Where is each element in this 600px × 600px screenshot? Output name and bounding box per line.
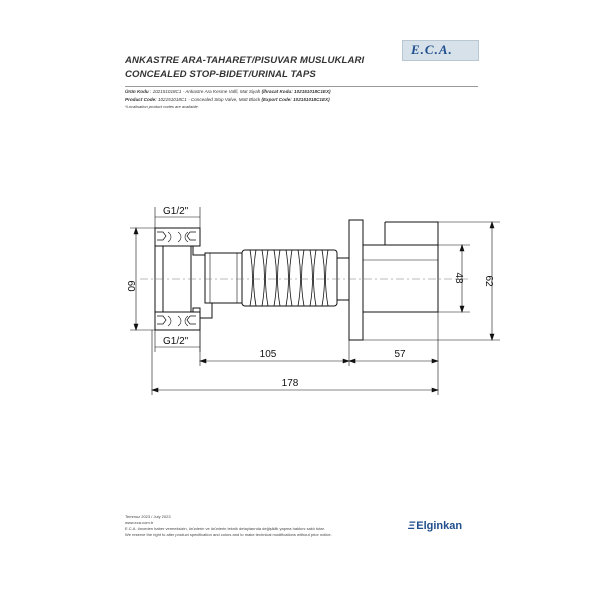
footer-note-en: We reserve the right to alter product specification and colors and to make technical modifications without prior notice.	[125, 532, 332, 537]
localisation-note: *Localisation product codes are available.	[125, 104, 199, 109]
export-code-en-label: (Export Code:	[261, 97, 292, 102]
elginkan-brand	[408, 520, 462, 532]
title-turkish: ANKASTRE ARA-TAHARET/PISUVAR MUSLUKLARI	[125, 55, 365, 66]
export-code-tr-label: (İhracat Kodu:	[261, 89, 293, 94]
brand-text: Elginkan	[416, 520, 463, 532]
logo-text: E.C.A.	[411, 42, 453, 57]
spindle	[205, 253, 242, 303]
handle-top	[385, 222, 438, 245]
dim-length-105: 105	[259, 349, 277, 360]
footer-date: Temmuz 2023 / July 2023	[125, 514, 171, 519]
dim-height-48: 48	[453, 272, 464, 284]
elginkan-logo-icon: Ξ	[408, 520, 416, 532]
export-code-en-value: 102151018C1EX)	[293, 97, 330, 102]
dim-height-62: 62	[483, 275, 494, 287]
dim-thread-top: G1/2"	[163, 206, 189, 217]
dim-thread-bottom: G1/2"	[163, 336, 189, 347]
top-thread-block	[155, 228, 200, 246]
export-code-tr-value: 102151018C1EX)	[294, 89, 331, 94]
footer-note-tr: E.C.A. önceden haber vermeksizin, ürünlerin ve ürünlerin teknik detaylarında değişiklik yapma hakkını saklı tutar.	[125, 526, 325, 531]
product-code-tr-value: : 102151018C1 - Ankastre Ara Kesme Valfi, Mat Siyah	[150, 89, 261, 94]
product-code-en-label: Product Code:	[125, 97, 157, 102]
bottom-thread-block	[155, 312, 200, 330]
dim-length-178: 178	[281, 378, 299, 389]
footer-site: www.eca.com.tr	[125, 520, 154, 525]
title-english: CONCEALED STOP-BIDET/URINAL TAPS	[125, 69, 316, 80]
dim-length-57: 57	[394, 349, 406, 360]
dim-height-60: 60	[125, 280, 136, 292]
product-code-en-value: 102151018C1 - Concealed Stop Valve, Matt Black	[157, 97, 261, 102]
product-code-tr-label: Ürün Kodu	[125, 89, 149, 94]
flange	[349, 220, 363, 340]
handle	[363, 245, 438, 312]
